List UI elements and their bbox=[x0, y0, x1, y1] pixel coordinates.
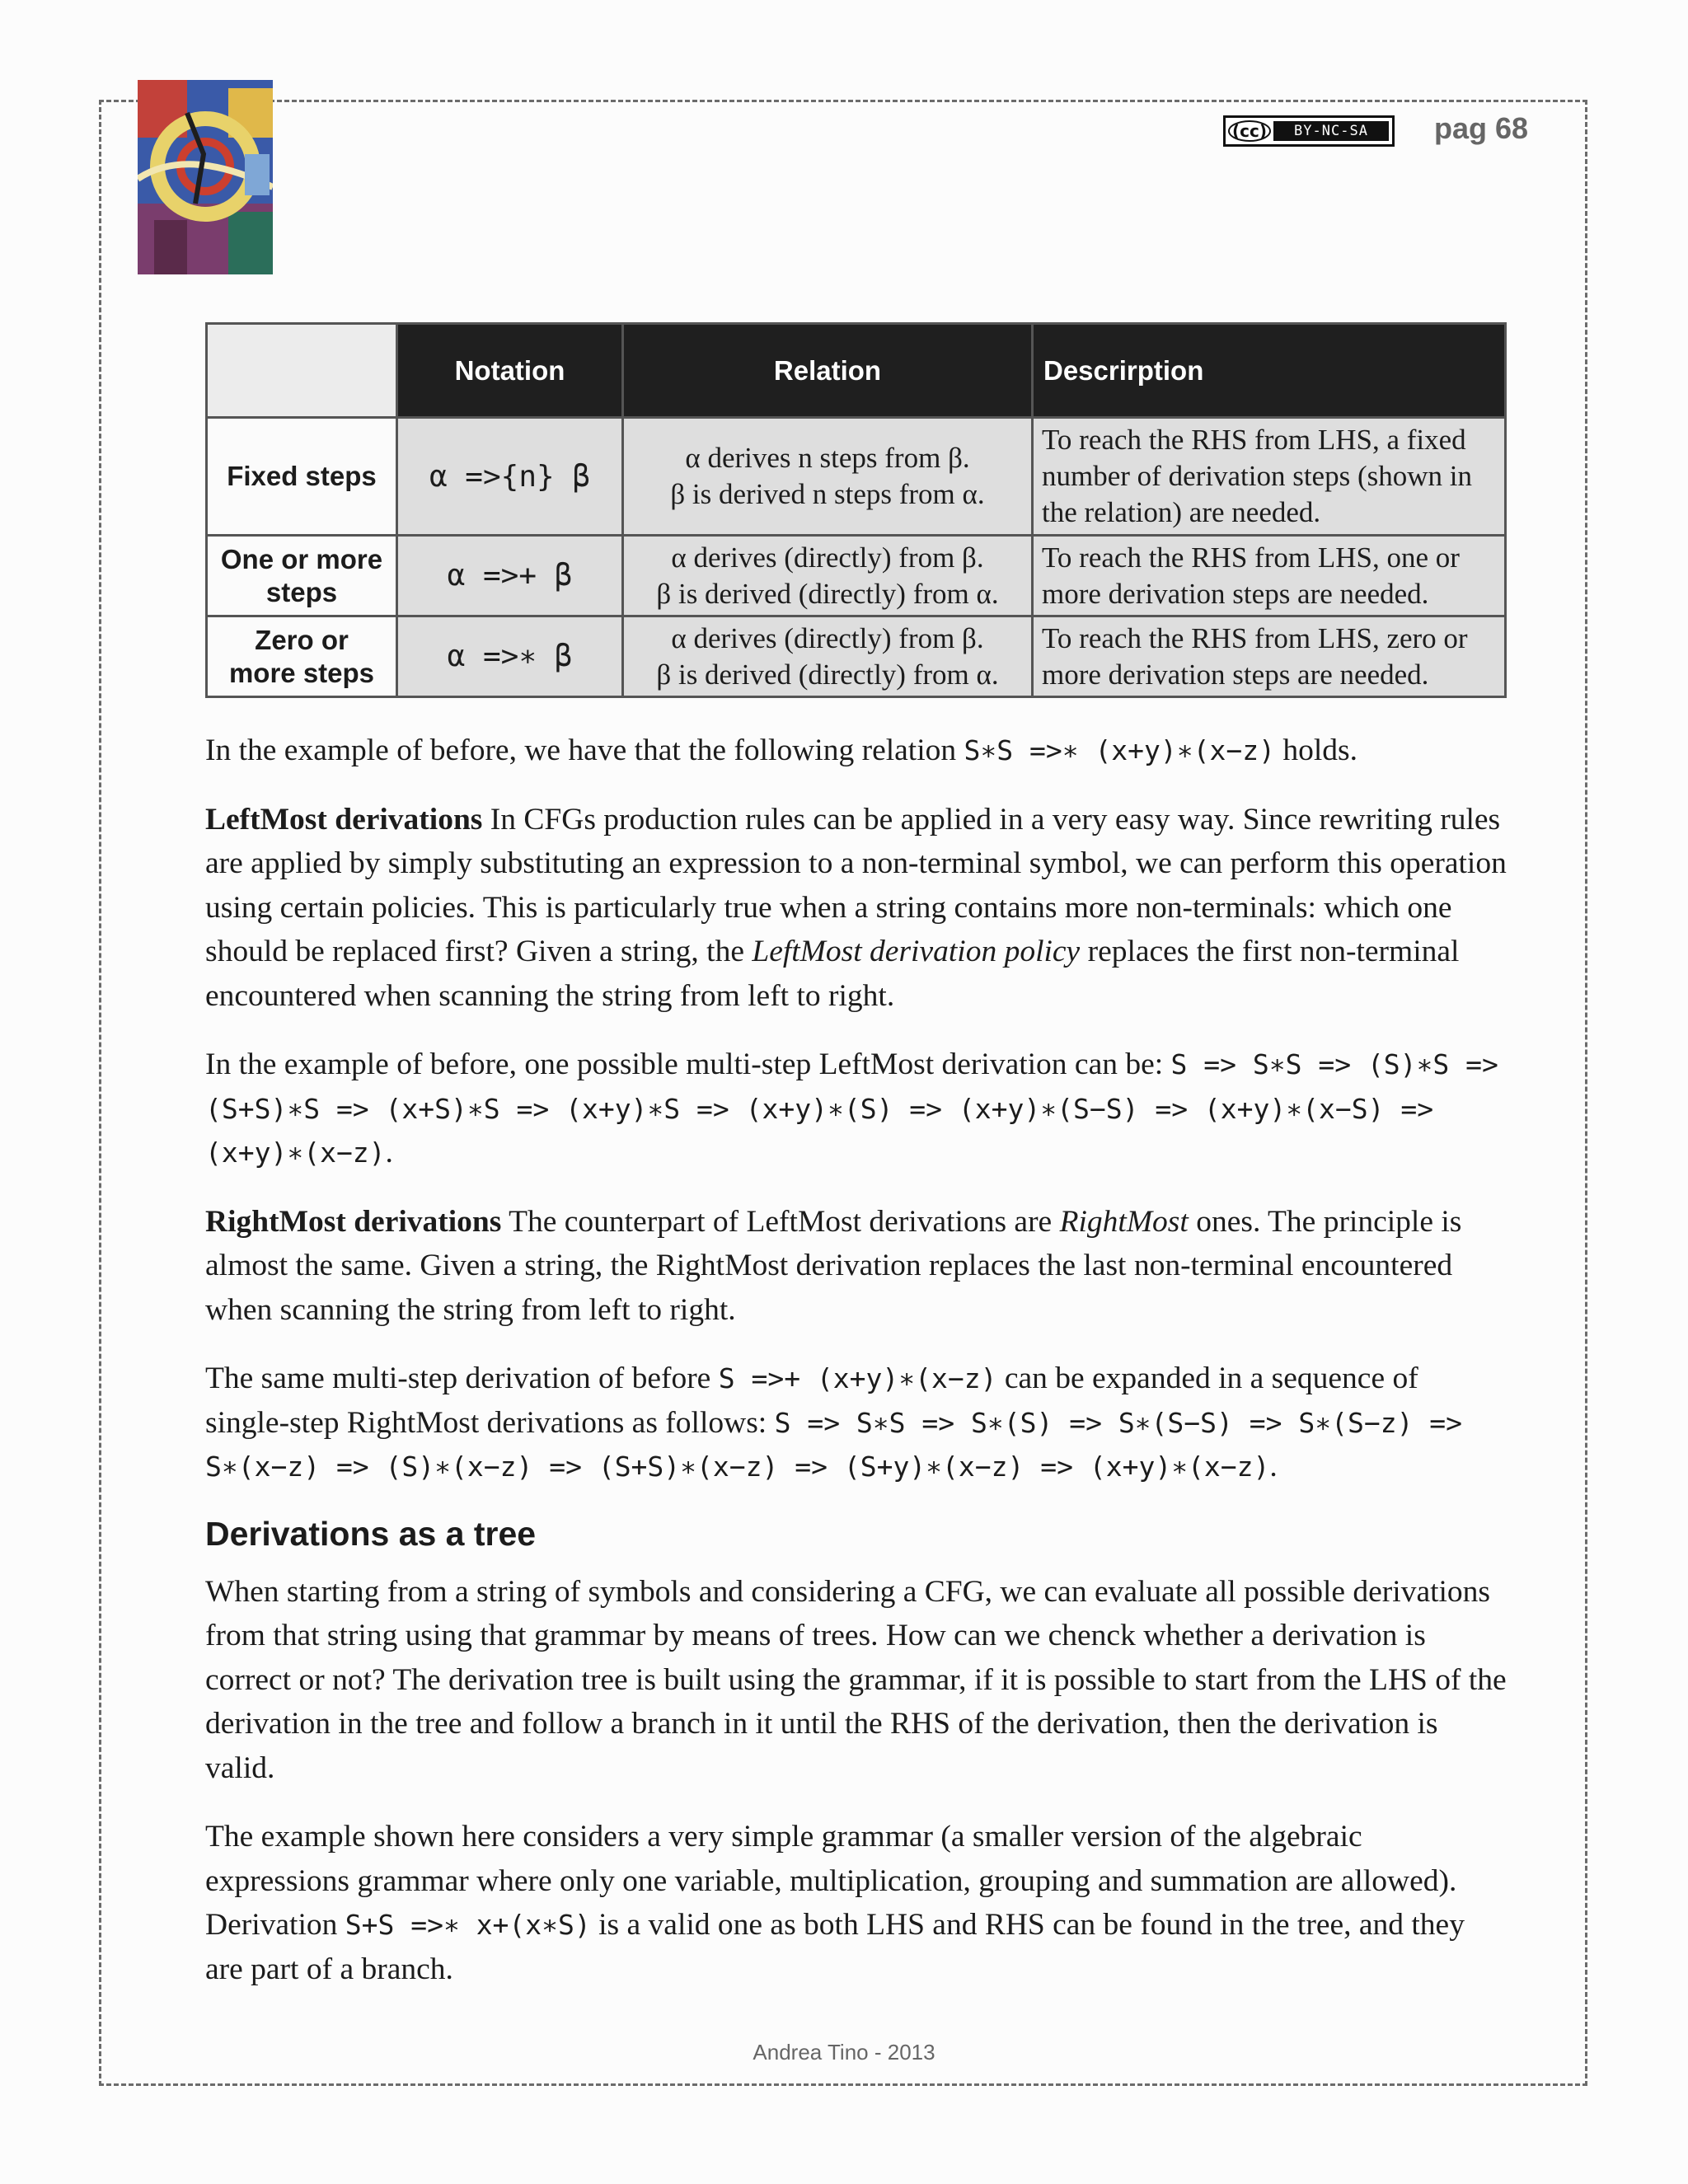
relation-line: α derives (directly) from β. bbox=[671, 621, 984, 654]
page-number: pag 68 bbox=[1434, 111, 1529, 145]
description-cell: To reach the RHS from LHS, a fixed number of derivation steps (shown in the relation) are needed. bbox=[1033, 418, 1506, 536]
notation-cell: α =>+ β bbox=[397, 536, 623, 616]
license-terms: BY-NC-SA bbox=[1273, 121, 1389, 141]
cover-artwork-image bbox=[138, 80, 273, 274]
run-in-heading: LeftMost derivations bbox=[205, 802, 483, 837]
relation-line: β is derived (directly) from α. bbox=[656, 658, 999, 691]
inline-code: S =>+ (x+y)∗(x−z) bbox=[718, 1362, 997, 1394]
derivation-notation-table bbox=[205, 322, 1507, 698]
table-row bbox=[207, 616, 1506, 697]
emphasis: LeftMost derivation policy bbox=[752, 935, 1081, 968]
section-heading: Derivations as a tree bbox=[205, 1514, 537, 1553]
run-in-heading: RightMost derivations bbox=[205, 1204, 502, 1239]
row-label-line: Zero or bbox=[255, 624, 349, 655]
inline-code: S => S∗S => S∗(S) => S∗(S−S) => S∗(S−z) => S∗(x−z) => (S)∗(x−z) => (S+S)∗(x−z) => (S+y)∗(x−z) => (x+y)∗(x−z) bbox=[205, 1406, 1463, 1483]
table-corner-cell bbox=[207, 324, 397, 418]
relation-cell bbox=[623, 616, 1033, 697]
paragraph-rightmost: RightMost derivations The counterpart of LeftMost derivations are RightMost ones. The principle is almost the same. Given a string, the RightMost derivation replaces the last non-terminal encountered when scanning the string from left to right. bbox=[205, 1204, 1462, 1327]
column-header-notation: Notation bbox=[397, 324, 623, 418]
description-cell: To reach the RHS from LHS, zero or more derivation steps are needed. bbox=[1033, 616, 1506, 697]
table-row bbox=[207, 418, 1506, 536]
paragraph-rightmost-example: The same multi-step derivation of before S =>+ (x+y)∗(x−z) can be expanded in a sequence of single-step RightMost derivations as follows: S => S∗S => S∗(S) => S∗(S−S) => S∗(S−z) => S∗(x−z) => (S)∗(x−z) => (S+S)∗(x−z) => (S+y)∗(x−z) => (x+y)∗(x−z). bbox=[205, 1361, 1463, 1483]
page-footer: Andrea Tino - 2013 bbox=[753, 2040, 935, 2064]
row-label bbox=[207, 616, 397, 697]
inline-code: S => S∗S => (S)∗S => (S+S)∗S => (x+S)∗S => (x+y)∗S => (x+y)∗(S) => (x+y)∗(S−S) => (x+y)∗(x−S) => (x+y)∗(x−z) bbox=[205, 1048, 1498, 1169]
cover-artwork-icon bbox=[138, 80, 273, 274]
relation-cell bbox=[623, 536, 1033, 616]
paragraph-tree-intro: When starting from a string of symbols and considering a CFG, we can evaluate all possible derivations from that string using that grammar by means of trees. How can we chenck whether a derivation is correct or not? The derivation tree is built using the grammar, if it is possible to start from the LHS of the derivation in the tree and follow a branch in it until the RHS of the derivation, then the derivation is valid. bbox=[205, 1574, 1507, 1785]
relation-line: α derives (directly) from β. bbox=[671, 541, 984, 574]
row-label-line: steps bbox=[265, 576, 338, 607]
row-label-line: more steps bbox=[228, 657, 375, 688]
column-header-description: Descrirption bbox=[1033, 324, 1506, 418]
license-badge bbox=[1223, 115, 1395, 147]
description-cell: To reach the RHS from LHS, one or more derivation steps are needed. bbox=[1033, 536, 1506, 616]
notation-cell: α =>∗ β bbox=[397, 616, 623, 697]
emphasis: RightMost bbox=[1059, 1204, 1189, 1239]
body-text bbox=[205, 729, 1509, 2016]
inline-code: S+S =>∗ x+(x∗S) bbox=[345, 1909, 591, 1941]
row-label bbox=[207, 536, 397, 616]
relation-line: β is derived (directly) from α. bbox=[656, 577, 999, 610]
paragraph-leftmost: LeftMost derivations In CFGs production rules can be applied in a very easy way. Since rewriting rules are applied by simply substituting an expression to a non-terminal symbol, we can perform this operation using certain policies. This is particularly true when a string contains more non-terminals: which one should be replaced first? Given a string, the LeftMost derivation policy replaces the first non-terminal encountered when scanning the string from left to right. bbox=[205, 802, 1507, 1013]
relation-line: β is derived n steps from α. bbox=[670, 478, 985, 510]
table-row bbox=[207, 536, 1506, 616]
notation-cell: α =>{n} β bbox=[397, 418, 623, 536]
row-label-line: One or more bbox=[220, 543, 383, 574]
table-header-row bbox=[207, 324, 1506, 418]
cc-icon: (cc) bbox=[1226, 118, 1273, 144]
relation-cell bbox=[623, 418, 1033, 536]
paragraph-tree-example: The example shown here considers a very simple grammar (a smaller version of the algebraic expressions grammar where only one variable, multiplication, grouping and summation are allowed). Derivation S+S =>∗ x+(x∗S) is a valid one as both LHS and RHS can be found in the tree, and they are part of a branch. bbox=[205, 1820, 1465, 1986]
relation-line: α derives n steps from β. bbox=[685, 442, 970, 474]
inline-code: S∗S =>∗ (x+y)∗(x−z) bbox=[964, 734, 1275, 766]
paragraph-leftmost-example: In the example of before, one possible multi-step LeftMost derivation can be: S => S∗S => (S)∗S => (S+S)∗S => (x+S)∗S => (x+y)∗S => (x+y)∗(S) => (x+y)∗(S−S) => (x+y)∗(x−S) => (x+y)∗(x−z). bbox=[205, 1047, 1498, 1169]
row-label: Fixed steps bbox=[207, 418, 397, 536]
column-header-relation: Relation bbox=[623, 324, 1033, 418]
paragraph-relation-example: In the example of before, we have that the following relation S∗S =>∗ (x+y)∗(x−z) holds. bbox=[205, 733, 1358, 767]
